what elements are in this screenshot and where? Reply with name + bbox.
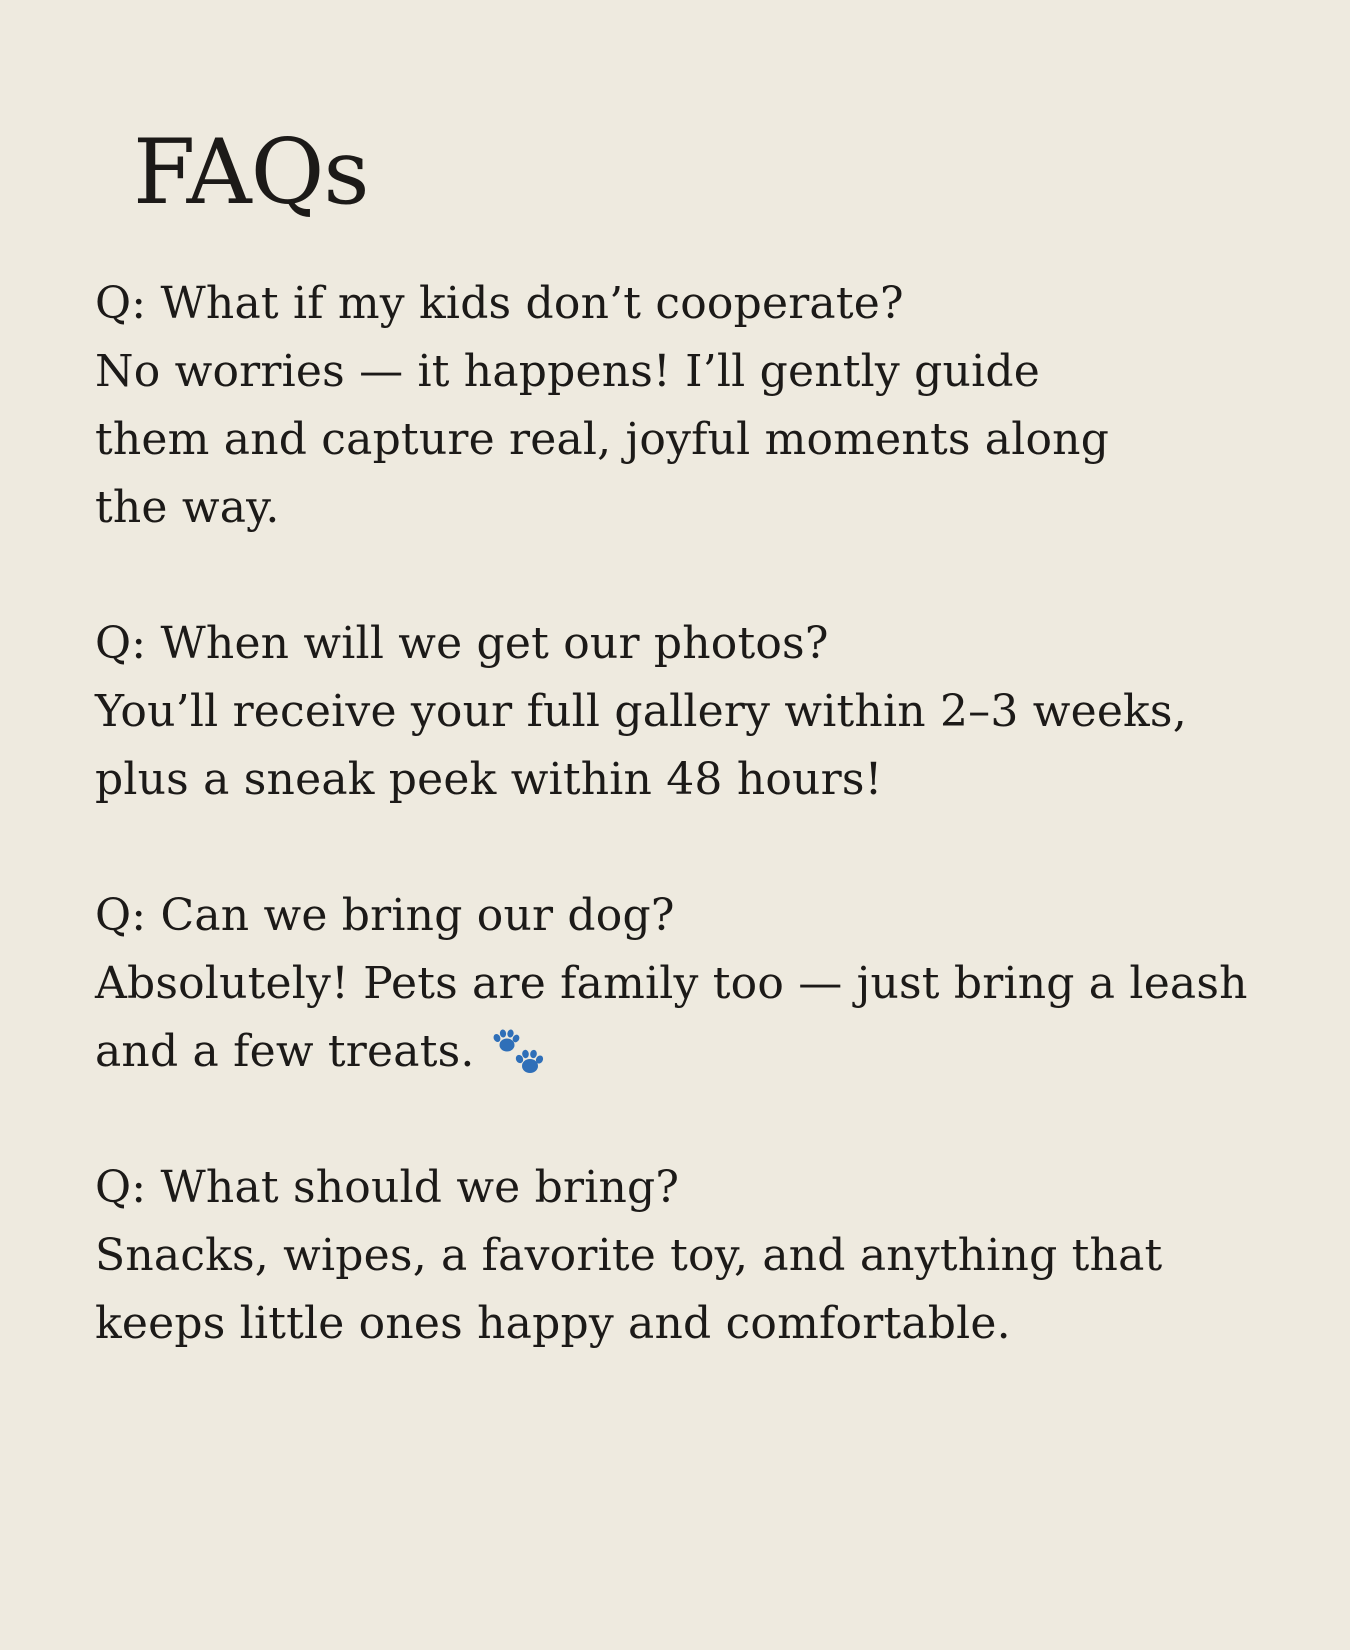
faq-answer — [95, 950, 1275, 1086]
faq-answer-line: keeps little ones happy and comfortable. — [95, 1298, 1011, 1349]
faq-answer-line: plus a sneak peek within 48 hours! — [95, 754, 883, 805]
faq-question — [95, 270, 1275, 338]
faq-answer — [95, 338, 1275, 542]
faq-answer-line: Snacks, wipes, a favorite toy, and anything that — [95, 1230, 1163, 1281]
faq-item — [95, 610, 1275, 814]
faq-answer-line: Absolutely! Pets are family too — just bring a leash — [95, 958, 1248, 1009]
faq-answer-line: You’ll receive your full gallery within 2–3 weeks, — [95, 686, 1187, 737]
faq-question-text: Q: Can we bring our dog? — [95, 890, 675, 941]
faq-question-text: Q: What if my kids don’t cooperate? — [95, 278, 904, 329]
page-title: FAQs — [133, 120, 369, 225]
faq-item — [95, 882, 1275, 1086]
faq-item — [95, 270, 1275, 542]
faq-item — [95, 1154, 1275, 1358]
faq-answer-line: No worries — it happens! I’ll gently guide — [95, 346, 1040, 397]
faq-question-text: Q: What should we bring? — [95, 1162, 680, 1213]
faq-answer-line: the way. — [95, 482, 280, 533]
faq-answer-line: them and capture real, joyful moments along — [95, 414, 1110, 465]
faq-question — [95, 1154, 1275, 1222]
faq-question — [95, 610, 1275, 678]
faq-question — [95, 882, 1275, 950]
faq-question-text: Q: When will we get our photos? — [95, 618, 829, 669]
faq-answer-line-text: and a few treats. — [95, 1026, 475, 1077]
faq-list — [95, 270, 1275, 1426]
paw-prints-icon — [489, 1029, 549, 1081]
faq-answer — [95, 1222, 1275, 1358]
faq-answer-line — [95, 1018, 1275, 1086]
faq-answer — [95, 678, 1275, 814]
